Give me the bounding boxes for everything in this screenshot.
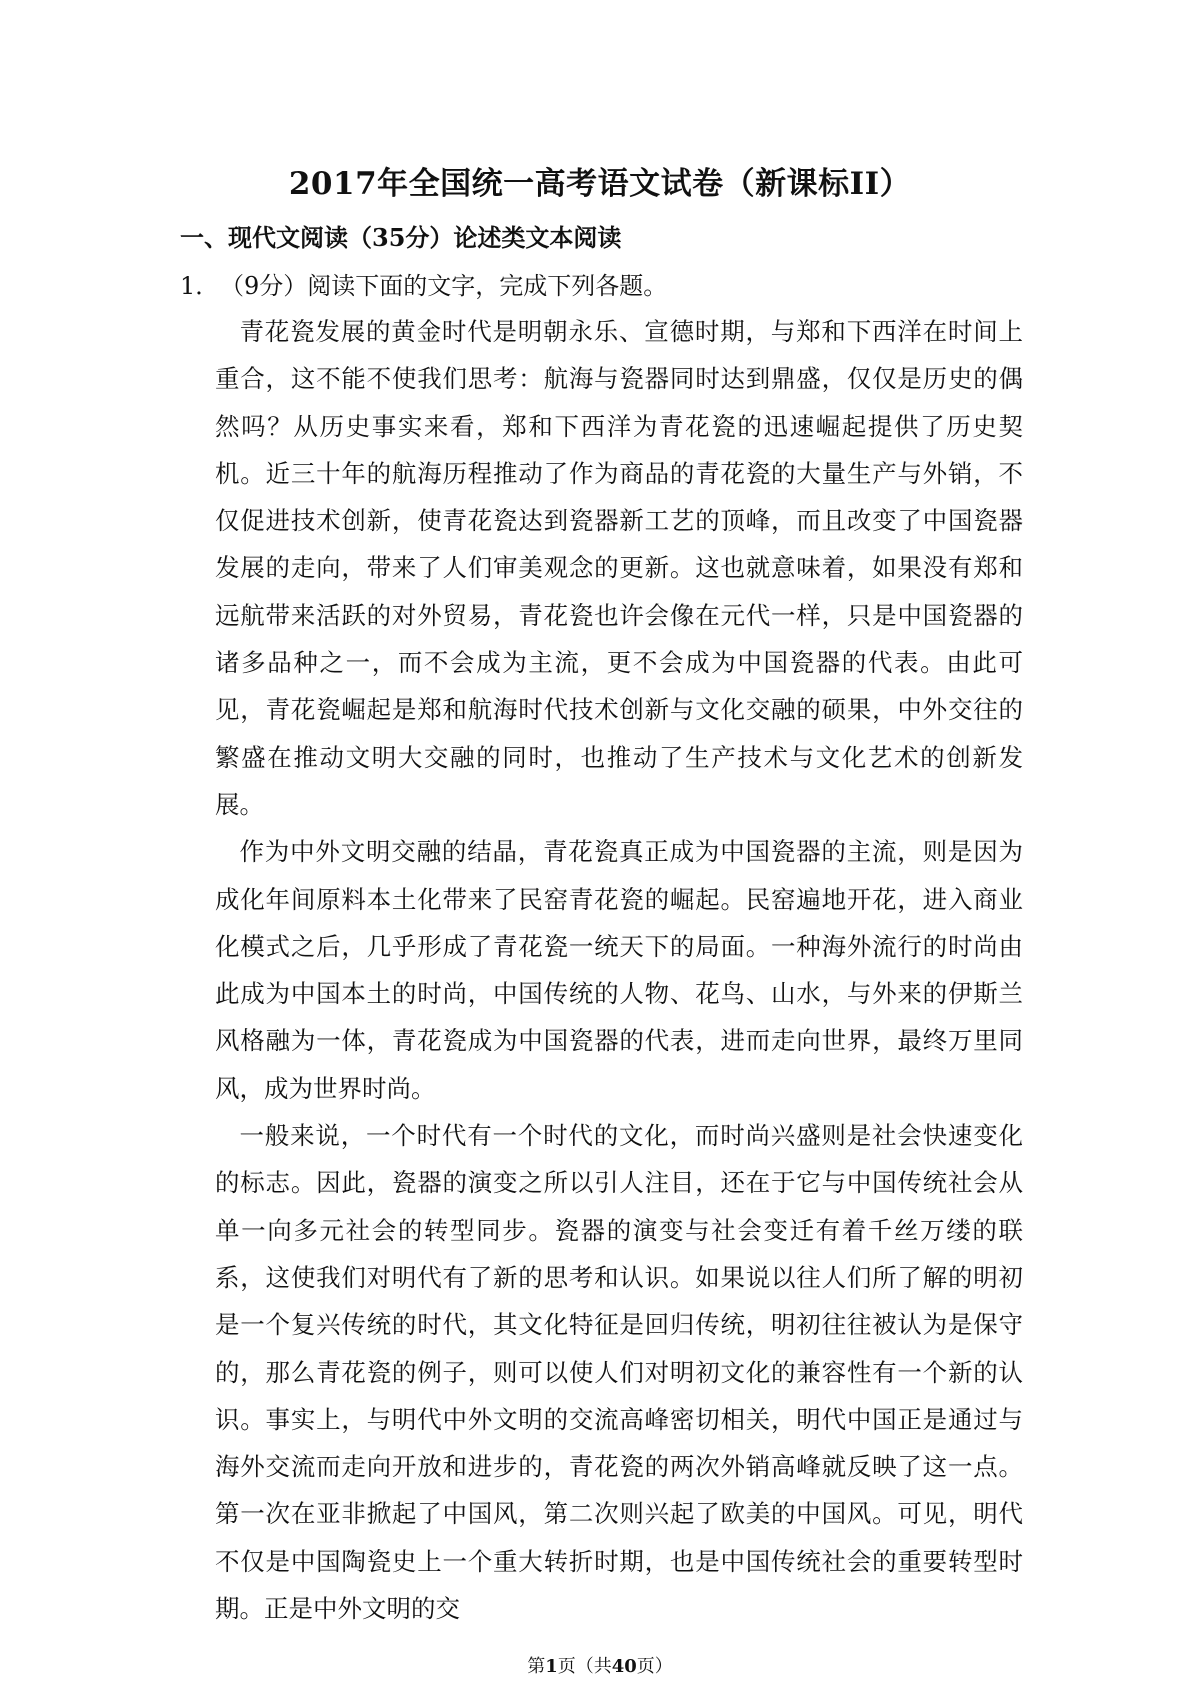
page-footer [0, 1652, 1200, 1678]
question-header [180, 266, 667, 301]
page-title: 2017年全国统一高考语文试卷（新课标II） [288, 166, 912, 202]
footer-suffix: 页） [636, 1656, 673, 1677]
passage-paragraph-1: 青花瓷发展的黄金时代是明朝永乐、宣德时期，与郑和下西洋在时间上重合，这不能不使我们思考：航海与瓷器同时达到鼎盛，仅仅是历史的偶然吗？从历史事实来看，郑和下西洋为青花瓷的迅速崛起提供了历史契机。近三十年的航海历程推动了作为商品的青花瓷的大量生产与外销，不仅促进技术创新，使青花瓷达到瓷器新工艺的顶峰，而且改变了中国瓷器发展的走向，带来了人们审美观念的更新。这也就意味着，如果没有郑和远航带来活跃的对外贸易，青花瓷也许会像在元代一样，只是中国瓷器的诸多品种之一，而不会成为主流，更不会成为中国瓷器的代表。由此可见，青花瓷崛起是郑和航海时代技术创新与文化交融的硕果，中外交往的繁盛在推动文明大交融的同时，也推动了生产技术与文化艺术的创新发展。 [215, 317, 1023, 819]
question-prompt: （9分）阅读下面的文字，完成下列各题。 [220, 272, 668, 300]
footer-total-pages: 40 [611, 1656, 637, 1677]
footer-prefix: 第 [527, 1656, 546, 1677]
section-heading: 一、现代文阅读（35分）论述类文本阅读 [180, 223, 622, 252]
reading-passage [215, 308, 1023, 1632]
footer-page-number: 1 [545, 1656, 558, 1677]
passage-paragraph-2: 作为中外文明交融的结晶，青花瓷真正成为中国瓷器的主流，则是因为成化年间原料本土化带来了民窑青花瓷的崛起。民窑遍地开花，进入商业化模式之后，几乎形成了青花瓷一统天下的局面。一种海外流行的时尚由此成为中国本土的时尚，中国传统的人物、花鸟、山水，与外来的伊斯兰风格融为一体，青花瓷成为中国瓷器的代表，进而走向世界，最终万里同风，成为世界时尚。 [215, 837, 1023, 1103]
passage-paragraph-3: 一般来说，一个时代有一个时代的文化，而时尚兴盛则是社会快速变化的标志。因此，瓷器的演变之所以引人注目，还在于它与中国传统社会从单一向多元社会的转型同步。瓷器的演变与社会变迁有着千丝万缕的联系，这使我们对明代有了新的思考和认识。如果说以往人们所了解的明初是一个复兴传统的时代，其文化特征是回归传统，明初往往被认为是保守的，那么青花瓷的例子，则可以使人们对明初文化的兼容性有一个新的认识。事实上，与明代中外文明的交流高峰密切相关，明代中国正是通过与海外交流而走向开放和进步的，青花瓷的两次外销高峰就反映了这一点。第一次在亚非掀起了中国风，第二次则兴起了欧美的中国风。可见，明代不仅是中国陶瓷史上一个重大转折时期，也是中国传统社会的重要转型时期。正是中外文明的交 [215, 1121, 1023, 1624]
question-number: 1． [180, 272, 220, 300]
footer-middle: 页（共 [557, 1656, 612, 1677]
